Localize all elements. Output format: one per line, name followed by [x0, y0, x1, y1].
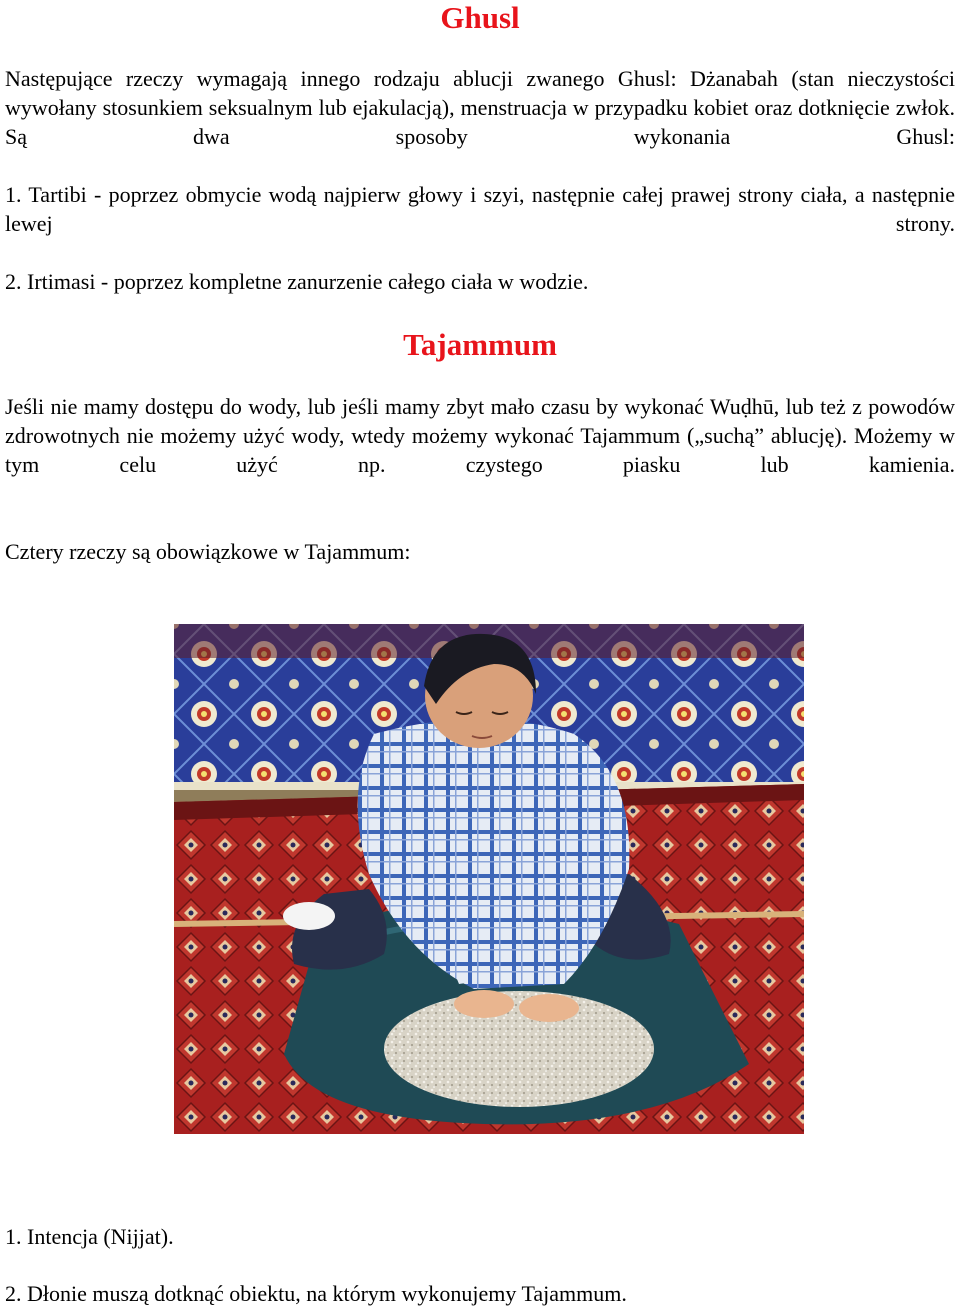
tajammum-intro: Jeśli nie mamy dostępu do wody, lub jeśli mamy zbyt mało czasu by wykonać Wuḍhū, lub też z powodów zdrowotnych nie możemy użyć wody, wtedy możemy wykonać Tajammum („suchą” ablucję). Możemy w tym celu użyć np. czystego piasku lub kamienia.: [5, 394, 955, 477]
tajammum-obligatory-heading: Cztery rzeczy są obowiązkowe w Tajammum:: [5, 539, 411, 564]
heading-tajammum: Tajammum: [403, 327, 557, 362]
ghusl-intro: Następujące rzeczy wymagają innego rodzaju ablucji zwanego Ghusl: Dżanabah (stan nieczystości wywołany stosunkiem seksualnym lub ejakulacją), menstruacja w przypadku kobiet oraz dotknięcie zwłok. Są dwa sposoby wykonania Ghusl:: [5, 66, 955, 149]
tajammum-photo: [174, 624, 804, 1134]
heading-ghusl: Ghusl: [440, 0, 520, 35]
ghusl-item-tartibi: 1. Tartibi - poprzez obmycie wodą najpierw głowy i szyi, następnie całej prawej strony ciała, a następnie lewej strony.: [5, 182, 955, 236]
tajammum-item-palms: 2. Dłonie muszą dotknąć obiektu, na którym wykonujemy Tajammum.: [5, 1281, 627, 1306]
ghusl-item-irtimasi: 2. Irtimasi - poprzez kompletne zanurzenie całego ciała w wodzie.: [5, 269, 589, 294]
tajammum-item-intention: 1. Intencja (Nijjat).: [5, 1224, 174, 1249]
